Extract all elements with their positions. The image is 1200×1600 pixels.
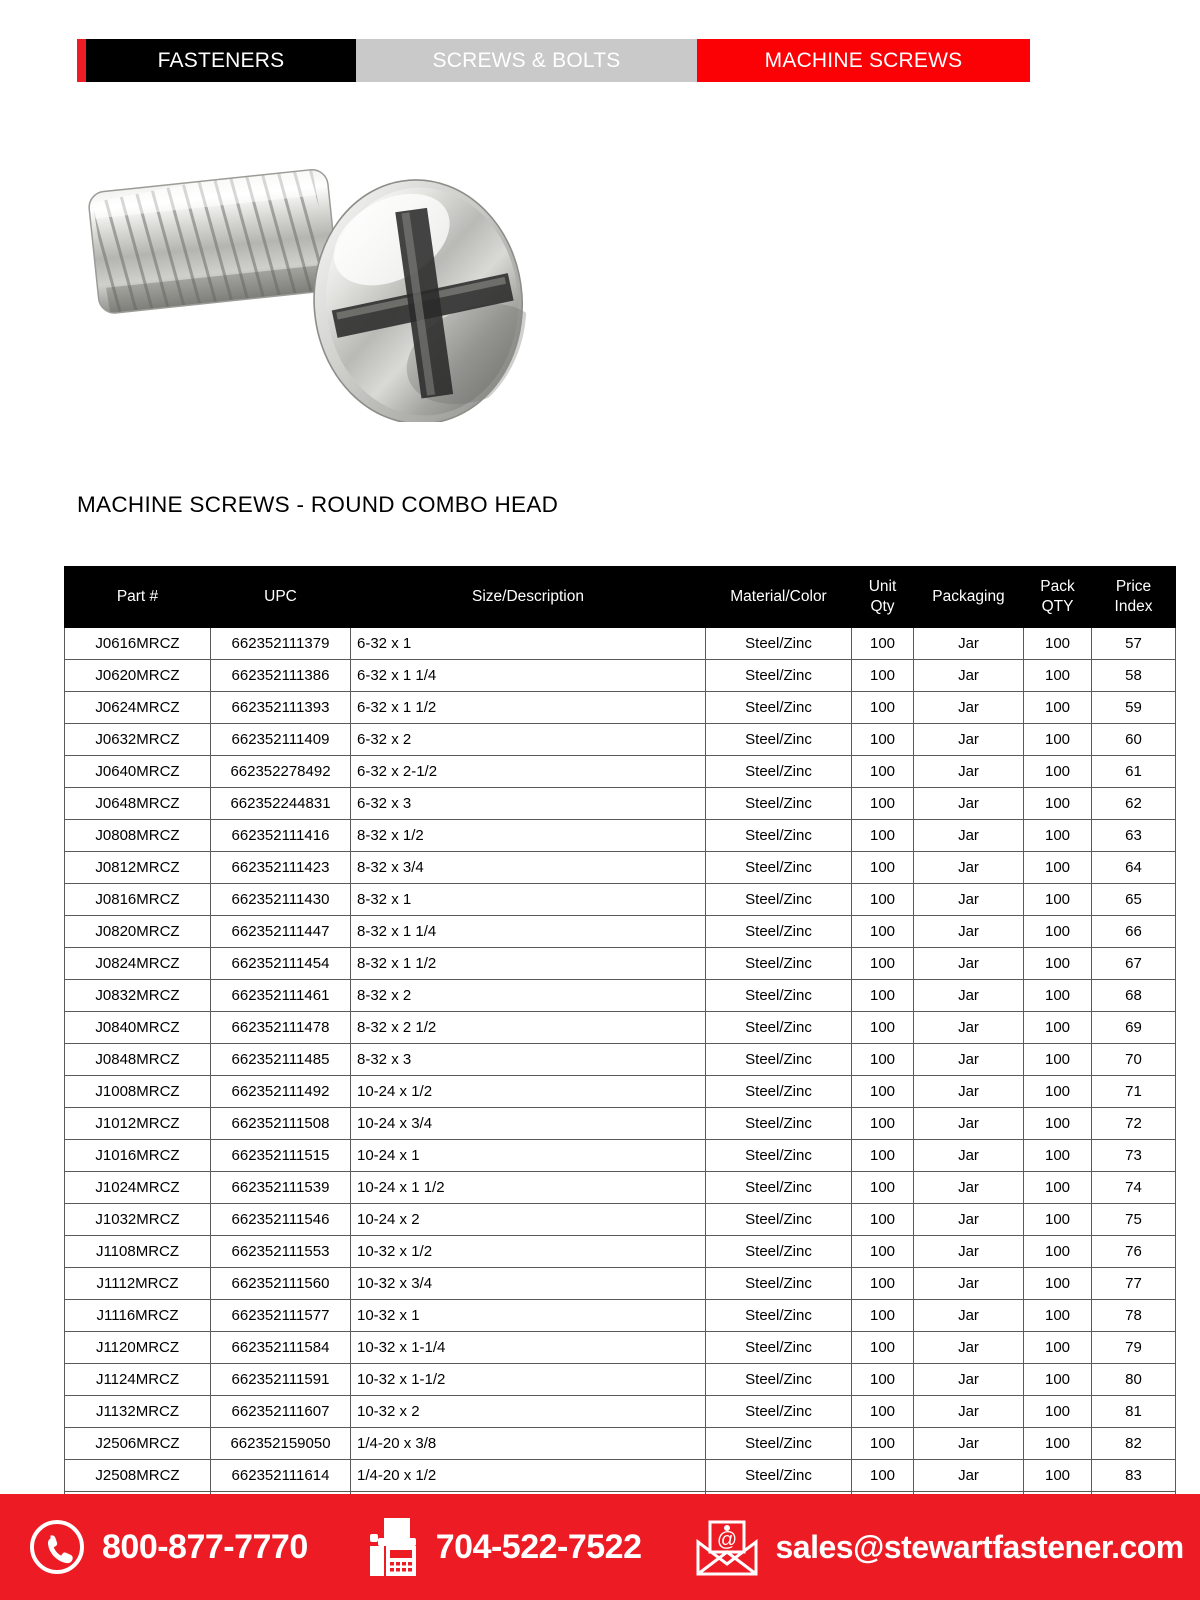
cell-upc: 662352111607 — [211, 1396, 351, 1428]
contact-phone-value: 800-877-7770 — [102, 1527, 308, 1566]
cell-unit-qty: 100 — [852, 1300, 914, 1332]
table-row — [65, 1396, 1176, 1428]
cell-pack-qty: 100 — [1024, 1172, 1092, 1204]
cell-size-description: 10-32 x 1-1/2 — [351, 1364, 706, 1396]
cell-unit-qty: 100 — [852, 788, 914, 820]
cell-part-number: J0624MRCZ — [65, 692, 211, 724]
cell-packaging: Jar — [914, 916, 1024, 948]
cell-size-description: 1/4-20 x 1/2 — [351, 1460, 706, 1492]
cell-material-color: Steel/Zinc — [706, 820, 852, 852]
cell-price-index: 61 — [1092, 756, 1176, 788]
cell-pack-qty: 100 — [1024, 1460, 1092, 1492]
cell-unit-qty: 100 — [852, 852, 914, 884]
cell-price-index: 63 — [1092, 820, 1176, 852]
cell-material-color: Steel/Zinc — [706, 884, 852, 916]
table-row — [65, 724, 1176, 756]
cell-unit-qty: 100 — [852, 1140, 914, 1172]
table-row — [65, 1300, 1176, 1332]
breadcrumb — [77, 39, 1030, 82]
column-header-pack-qty: Pack QTY — [1024, 567, 1092, 628]
cell-packaging: Jar — [914, 948, 1024, 980]
cell-upc: 662352111584 — [211, 1332, 351, 1364]
cell-part-number: J0840MRCZ — [65, 1012, 211, 1044]
cell-pack-qty: 100 — [1024, 1428, 1092, 1460]
cell-size-description: 8-32 x 1/2 — [351, 820, 706, 852]
cell-upc: 662352111461 — [211, 980, 351, 1012]
cell-size-description: 6-32 x 1 1/4 — [351, 660, 706, 692]
cell-size-description: 10-24 x 3/4 — [351, 1108, 706, 1140]
cell-price-index: 71 — [1092, 1076, 1176, 1108]
cell-price-index: 72 — [1092, 1108, 1176, 1140]
breadcrumb-item-screws-and-bolts[interactable]: SCREWS & BOLTS — [356, 39, 697, 82]
cell-upc: 662352111546 — [211, 1204, 351, 1236]
cell-upc: 662352111393 — [211, 692, 351, 724]
cell-upc: 662352111423 — [211, 852, 351, 884]
cell-price-index: 76 — [1092, 1236, 1176, 1268]
cell-price-index: 65 — [1092, 884, 1176, 916]
column-header-upc: UPC — [211, 567, 351, 628]
table-body — [65, 628, 1176, 1524]
cell-packaging: Jar — [914, 1012, 1024, 1044]
cell-part-number: J1012MRCZ — [65, 1108, 211, 1140]
cell-pack-qty: 100 — [1024, 980, 1092, 1012]
table-header-row — [65, 567, 1176, 628]
cell-unit-qty: 100 — [852, 948, 914, 980]
cell-packaging: Jar — [914, 1076, 1024, 1108]
cell-part-number: J0832MRCZ — [65, 980, 211, 1012]
cell-material-color: Steel/Zinc — [706, 1300, 852, 1332]
cell-packaging: Jar — [914, 788, 1024, 820]
cell-pack-qty: 100 — [1024, 1236, 1092, 1268]
cell-unit-qty: 100 — [852, 1076, 914, 1108]
table-row — [65, 1332, 1176, 1364]
cell-unit-qty: 100 — [852, 1108, 914, 1140]
cell-size-description: 10-32 x 1 — [351, 1300, 706, 1332]
breadcrumb-accent-bar — [77, 39, 86, 82]
cell-pack-qty: 100 — [1024, 1268, 1092, 1300]
cell-price-index: 74 — [1092, 1172, 1176, 1204]
contact-phone[interactable] — [28, 1518, 308, 1576]
cell-price-index: 66 — [1092, 916, 1176, 948]
column-header-unit-qty: Unit Qty — [852, 567, 914, 628]
cell-material-color: Steel/Zinc — [706, 1076, 852, 1108]
cell-material-color: Steel/Zinc — [706, 1172, 852, 1204]
cell-material-color: Steel/Zinc — [706, 1364, 852, 1396]
cell-upc: 662352159050 — [211, 1428, 351, 1460]
cell-packaging: Jar — [914, 980, 1024, 1012]
cell-upc: 662352111454 — [211, 948, 351, 980]
cell-packaging: Jar — [914, 1140, 1024, 1172]
cell-material-color: Steel/Zinc — [706, 1140, 852, 1172]
cell-upc: 662352111508 — [211, 1108, 351, 1140]
cell-size-description: 10-32 x 1/2 — [351, 1236, 706, 1268]
cell-upc: 662352111515 — [211, 1140, 351, 1172]
cell-material-color: Steel/Zinc — [706, 1204, 852, 1236]
table-row — [65, 1076, 1176, 1108]
cell-packaging: Jar — [914, 1204, 1024, 1236]
cell-price-index: 58 — [1092, 660, 1176, 692]
cell-pack-qty: 100 — [1024, 884, 1092, 916]
page-title: MACHINE SCREWS - ROUND COMBO HEAD — [77, 492, 559, 517]
column-header-material-color: Material/Color — [706, 567, 852, 628]
cell-price-index: 80 — [1092, 1364, 1176, 1396]
cell-packaging: Jar — [914, 1396, 1024, 1428]
table-row — [65, 1204, 1176, 1236]
cell-pack-qty: 100 — [1024, 1204, 1092, 1236]
phone-icon — [28, 1518, 86, 1576]
cell-price-index: 81 — [1092, 1396, 1176, 1428]
cell-unit-qty: 100 — [852, 724, 914, 756]
table-row — [65, 1460, 1176, 1492]
cell-part-number: J1016MRCZ — [65, 1140, 211, 1172]
table-row — [65, 820, 1176, 852]
cell-upc: 662352244831 — [211, 788, 351, 820]
cell-unit-qty: 100 — [852, 1204, 914, 1236]
cell-upc: 662352111416 — [211, 820, 351, 852]
table-row — [65, 1044, 1176, 1076]
cell-unit-qty: 100 — [852, 1172, 914, 1204]
cell-unit-qty: 100 — [852, 692, 914, 724]
cell-pack-qty: 100 — [1024, 820, 1092, 852]
cell-price-index: 83 — [1092, 1460, 1176, 1492]
cell-unit-qty: 100 — [852, 1332, 914, 1364]
cell-packaging: Jar — [914, 852, 1024, 884]
cell-size-description: 6-32 x 1 — [351, 628, 706, 660]
cell-unit-qty: 100 — [852, 756, 914, 788]
cell-upc: 662352111492 — [211, 1076, 351, 1108]
cell-price-index: 77 — [1092, 1268, 1176, 1300]
cell-material-color: Steel/Zinc — [706, 1332, 852, 1364]
cell-part-number: J0632MRCZ — [65, 724, 211, 756]
cell-part-number: J2508MRCZ — [65, 1460, 211, 1492]
cell-unit-qty: 100 — [852, 916, 914, 948]
cell-material-color: Steel/Zinc — [706, 948, 852, 980]
table-row — [65, 1268, 1176, 1300]
cell-size-description: 10-24 x 2 — [351, 1204, 706, 1236]
cell-size-description: 8-32 x 2 1/2 — [351, 1012, 706, 1044]
cell-material-color: Steel/Zinc — [706, 1460, 852, 1492]
cell-pack-qty: 100 — [1024, 1076, 1092, 1108]
contact-footer — [0, 1494, 1200, 1600]
cell-size-description: 8-32 x 1 1/2 — [351, 948, 706, 980]
cell-size-description: 6-32 x 3 — [351, 788, 706, 820]
cell-size-description: 8-32 x 1 — [351, 884, 706, 916]
cell-packaging: Jar — [914, 1332, 1024, 1364]
cell-upc: 662352111560 — [211, 1268, 351, 1300]
cell-price-index: 67 — [1092, 948, 1176, 980]
contact-fax[interactable] — [364, 1516, 642, 1578]
cell-pack-qty: 100 — [1024, 1332, 1092, 1364]
cell-pack-qty: 100 — [1024, 788, 1092, 820]
cell-size-description: 10-32 x 1-1/4 — [351, 1332, 706, 1364]
table-row — [65, 1428, 1176, 1460]
cell-material-color: Steel/Zinc — [706, 916, 852, 948]
table-row — [65, 1012, 1176, 1044]
fax-icon — [364, 1516, 420, 1578]
cell-material-color: Steel/Zinc — [706, 1044, 852, 1076]
cell-material-color: Steel/Zinc — [706, 628, 852, 660]
table-header — [65, 567, 1176, 628]
cell-part-number: J1108MRCZ — [65, 1236, 211, 1268]
cell-part-number: J0648MRCZ — [65, 788, 211, 820]
cell-size-description: 10-32 x 3/4 — [351, 1268, 706, 1300]
cell-material-color: Steel/Zinc — [706, 1012, 852, 1044]
cell-part-number: J0640MRCZ — [65, 756, 211, 788]
cell-material-color: Steel/Zinc — [706, 1108, 852, 1140]
cell-unit-qty: 100 — [852, 1396, 914, 1428]
cell-part-number: J1124MRCZ — [65, 1364, 211, 1396]
cell-unit-qty: 100 — [852, 1044, 914, 1076]
column-header-part-number: Part # — [65, 567, 211, 628]
cell-size-description: 10-32 x 2 — [351, 1396, 706, 1428]
table-row — [65, 1140, 1176, 1172]
cell-part-number: J2506MRCZ — [65, 1428, 211, 1460]
cell-packaging: Jar — [914, 756, 1024, 788]
breadcrumb-item-machine-screws[interactable]: MACHINE SCREWS — [697, 39, 1030, 82]
cell-price-index: 78 — [1092, 1300, 1176, 1332]
cell-material-color: Steel/Zinc — [706, 724, 852, 756]
cell-unit-qty: 100 — [852, 1364, 914, 1396]
table-row — [65, 660, 1176, 692]
cell-part-number: J0848MRCZ — [65, 1044, 211, 1076]
cell-size-description: 6-32 x 2 — [351, 724, 706, 756]
cell-pack-qty: 100 — [1024, 724, 1092, 756]
cell-size-description: 1/4-20 x 3/8 — [351, 1428, 706, 1460]
cell-part-number: J0620MRCZ — [65, 660, 211, 692]
cell-pack-qty: 100 — [1024, 916, 1092, 948]
cell-material-color: Steel/Zinc — [706, 1396, 852, 1428]
cell-pack-qty: 100 — [1024, 1364, 1092, 1396]
table-row — [65, 916, 1176, 948]
cell-unit-qty: 100 — [852, 820, 914, 852]
catalog-table — [64, 566, 1176, 1524]
cell-upc: 662352111591 — [211, 1364, 351, 1396]
cell-upc: 662352111485 — [211, 1044, 351, 1076]
cell-price-index: 68 — [1092, 980, 1176, 1012]
cell-packaging: Jar — [914, 1300, 1024, 1332]
contact-fax-value: 704-522-7522 — [435, 1527, 642, 1566]
cell-upc: 662352111553 — [211, 1236, 351, 1268]
cell-upc: 662352111539 — [211, 1172, 351, 1204]
cell-price-index: 70 — [1092, 1044, 1176, 1076]
cell-packaging: Jar — [914, 1364, 1024, 1396]
cell-unit-qty: 100 — [852, 1012, 914, 1044]
column-header-packaging: Packaging — [914, 567, 1024, 628]
cell-unit-qty: 100 — [852, 660, 914, 692]
cell-part-number: J1116MRCZ — [65, 1300, 211, 1332]
cell-pack-qty: 100 — [1024, 756, 1092, 788]
table-row — [65, 1236, 1176, 1268]
cell-price-index: 62 — [1092, 788, 1176, 820]
cell-packaging: Jar — [914, 1172, 1024, 1204]
cell-size-description: 8-32 x 3 — [351, 1044, 706, 1076]
cell-price-index: 59 — [1092, 692, 1176, 724]
cell-size-description: 8-32 x 1 1/4 — [351, 916, 706, 948]
cell-part-number: J0812MRCZ — [65, 852, 211, 884]
cell-packaging: Jar — [914, 1044, 1024, 1076]
cell-size-description: 10-24 x 1/2 — [351, 1076, 706, 1108]
cell-price-index: 75 — [1092, 1204, 1176, 1236]
cell-unit-qty: 100 — [852, 1236, 914, 1268]
cell-upc: 662352111409 — [211, 724, 351, 756]
cell-part-number: J1024MRCZ — [65, 1172, 211, 1204]
column-header-price-index: Price Index — [1092, 567, 1176, 628]
cell-pack-qty: 100 — [1024, 948, 1092, 980]
cell-packaging: Jar — [914, 820, 1024, 852]
cell-upc: 662352111447 — [211, 916, 351, 948]
cell-part-number: J1032MRCZ — [65, 1204, 211, 1236]
cell-pack-qty: 100 — [1024, 1044, 1092, 1076]
cell-price-index: 82 — [1092, 1428, 1176, 1460]
cell-size-description: 10-24 x 1 1/2 — [351, 1172, 706, 1204]
cell-material-color: Steel/Zinc — [706, 756, 852, 788]
cell-unit-qty: 100 — [852, 628, 914, 660]
cell-part-number: J0808MRCZ — [65, 820, 211, 852]
cell-pack-qty: 100 — [1024, 852, 1092, 884]
cell-part-number: J1008MRCZ — [65, 1076, 211, 1108]
cell-upc: 662352111614 — [211, 1460, 351, 1492]
cell-part-number: J0824MRCZ — [65, 948, 211, 980]
contact-email-value: sales@stewartfastener.com — [775, 1528, 1184, 1565]
cell-size-description: 6-32 x 2-1/2 — [351, 756, 706, 788]
cell-unit-qty: 100 — [852, 1428, 914, 1460]
cell-pack-qty: 100 — [1024, 1396, 1092, 1428]
cell-part-number: J0820MRCZ — [65, 916, 211, 948]
cell-packaging: Jar — [914, 628, 1024, 660]
column-header-size-description: Size/Description — [351, 567, 706, 628]
cell-size-description: 10-24 x 1 — [351, 1140, 706, 1172]
cell-pack-qty: 100 — [1024, 692, 1092, 724]
cell-upc: 662352111478 — [211, 1012, 351, 1044]
cell-packaging: Jar — [914, 1108, 1024, 1140]
svg-text:@: @ — [716, 1529, 737, 1551]
cell-pack-qty: 100 — [1024, 1108, 1092, 1140]
cell-packaging: Jar — [914, 1460, 1024, 1492]
cell-upc: 662352111386 — [211, 660, 351, 692]
cell-upc: 662352111379 — [211, 628, 351, 660]
cell-material-color: Steel/Zinc — [706, 1236, 852, 1268]
cell-packaging: Jar — [914, 1268, 1024, 1300]
cell-pack-qty: 100 — [1024, 1012, 1092, 1044]
cell-pack-qty: 100 — [1024, 660, 1092, 692]
cell-upc: 662352278492 — [211, 756, 351, 788]
cell-packaging: Jar — [914, 692, 1024, 724]
cell-material-color: Steel/Zinc — [706, 660, 852, 692]
table-row — [65, 1364, 1176, 1396]
table-row — [65, 692, 1176, 724]
cell-part-number: J1120MRCZ — [65, 1332, 211, 1364]
cell-part-number: J1112MRCZ — [65, 1268, 211, 1300]
cell-unit-qty: 100 — [852, 980, 914, 1012]
cell-price-index: 69 — [1092, 1012, 1176, 1044]
catalog-table-container — [64, 566, 1153, 1524]
cell-price-index: 73 — [1092, 1140, 1176, 1172]
cell-packaging: Jar — [914, 660, 1024, 692]
table-row — [65, 980, 1176, 1012]
table-row — [65, 948, 1176, 980]
cell-size-description: 8-32 x 2 — [351, 980, 706, 1012]
cell-material-color: Steel/Zinc — [706, 980, 852, 1012]
cell-price-index: 79 — [1092, 1332, 1176, 1364]
cell-price-index: 60 — [1092, 724, 1176, 756]
table-row — [65, 788, 1176, 820]
cell-material-color: Steel/Zinc — [706, 1268, 852, 1300]
cell-pack-qty: 100 — [1024, 1140, 1092, 1172]
table-row — [65, 1108, 1176, 1140]
cell-price-index: 64 — [1092, 852, 1176, 884]
machine-screw-round-combo-head-photo — [78, 152, 548, 422]
cell-upc: 662352111577 — [211, 1300, 351, 1332]
cell-part-number: J1132MRCZ — [65, 1396, 211, 1428]
cell-unit-qty: 100 — [852, 884, 914, 916]
cell-part-number: J0816MRCZ — [65, 884, 211, 916]
cell-unit-qty: 100 — [852, 1460, 914, 1492]
cell-unit-qty: 100 — [852, 1268, 914, 1300]
cell-material-color: Steel/Zinc — [706, 852, 852, 884]
cell-packaging: Jar — [914, 1428, 1024, 1460]
breadcrumb-item-fasteners[interactable]: FASTENERS — [86, 39, 356, 82]
cell-material-color: Steel/Zinc — [706, 692, 852, 724]
cell-price-index: 57 — [1092, 628, 1176, 660]
cell-packaging: Jar — [914, 884, 1024, 916]
table-row — [65, 756, 1176, 788]
table-row — [65, 1172, 1176, 1204]
table-row — [65, 852, 1176, 884]
cell-pack-qty: 100 — [1024, 1300, 1092, 1332]
cell-pack-qty: 100 — [1024, 628, 1092, 660]
cell-material-color: Steel/Zinc — [706, 788, 852, 820]
contact-email[interactable] — [694, 1516, 1184, 1578]
cell-packaging: Jar — [914, 724, 1024, 756]
cell-material-color: Steel/Zinc — [706, 1428, 852, 1460]
cell-upc: 662352111430 — [211, 884, 351, 916]
cell-packaging: Jar — [914, 1236, 1024, 1268]
cell-size-description: 6-32 x 1 1/2 — [351, 692, 706, 724]
cell-size-description: 8-32 x 3/4 — [351, 852, 706, 884]
table-row — [65, 884, 1176, 916]
cell-part-number: J0616MRCZ — [65, 628, 211, 660]
table-row — [65, 628, 1176, 660]
envelope-at-icon — [694, 1516, 760, 1578]
